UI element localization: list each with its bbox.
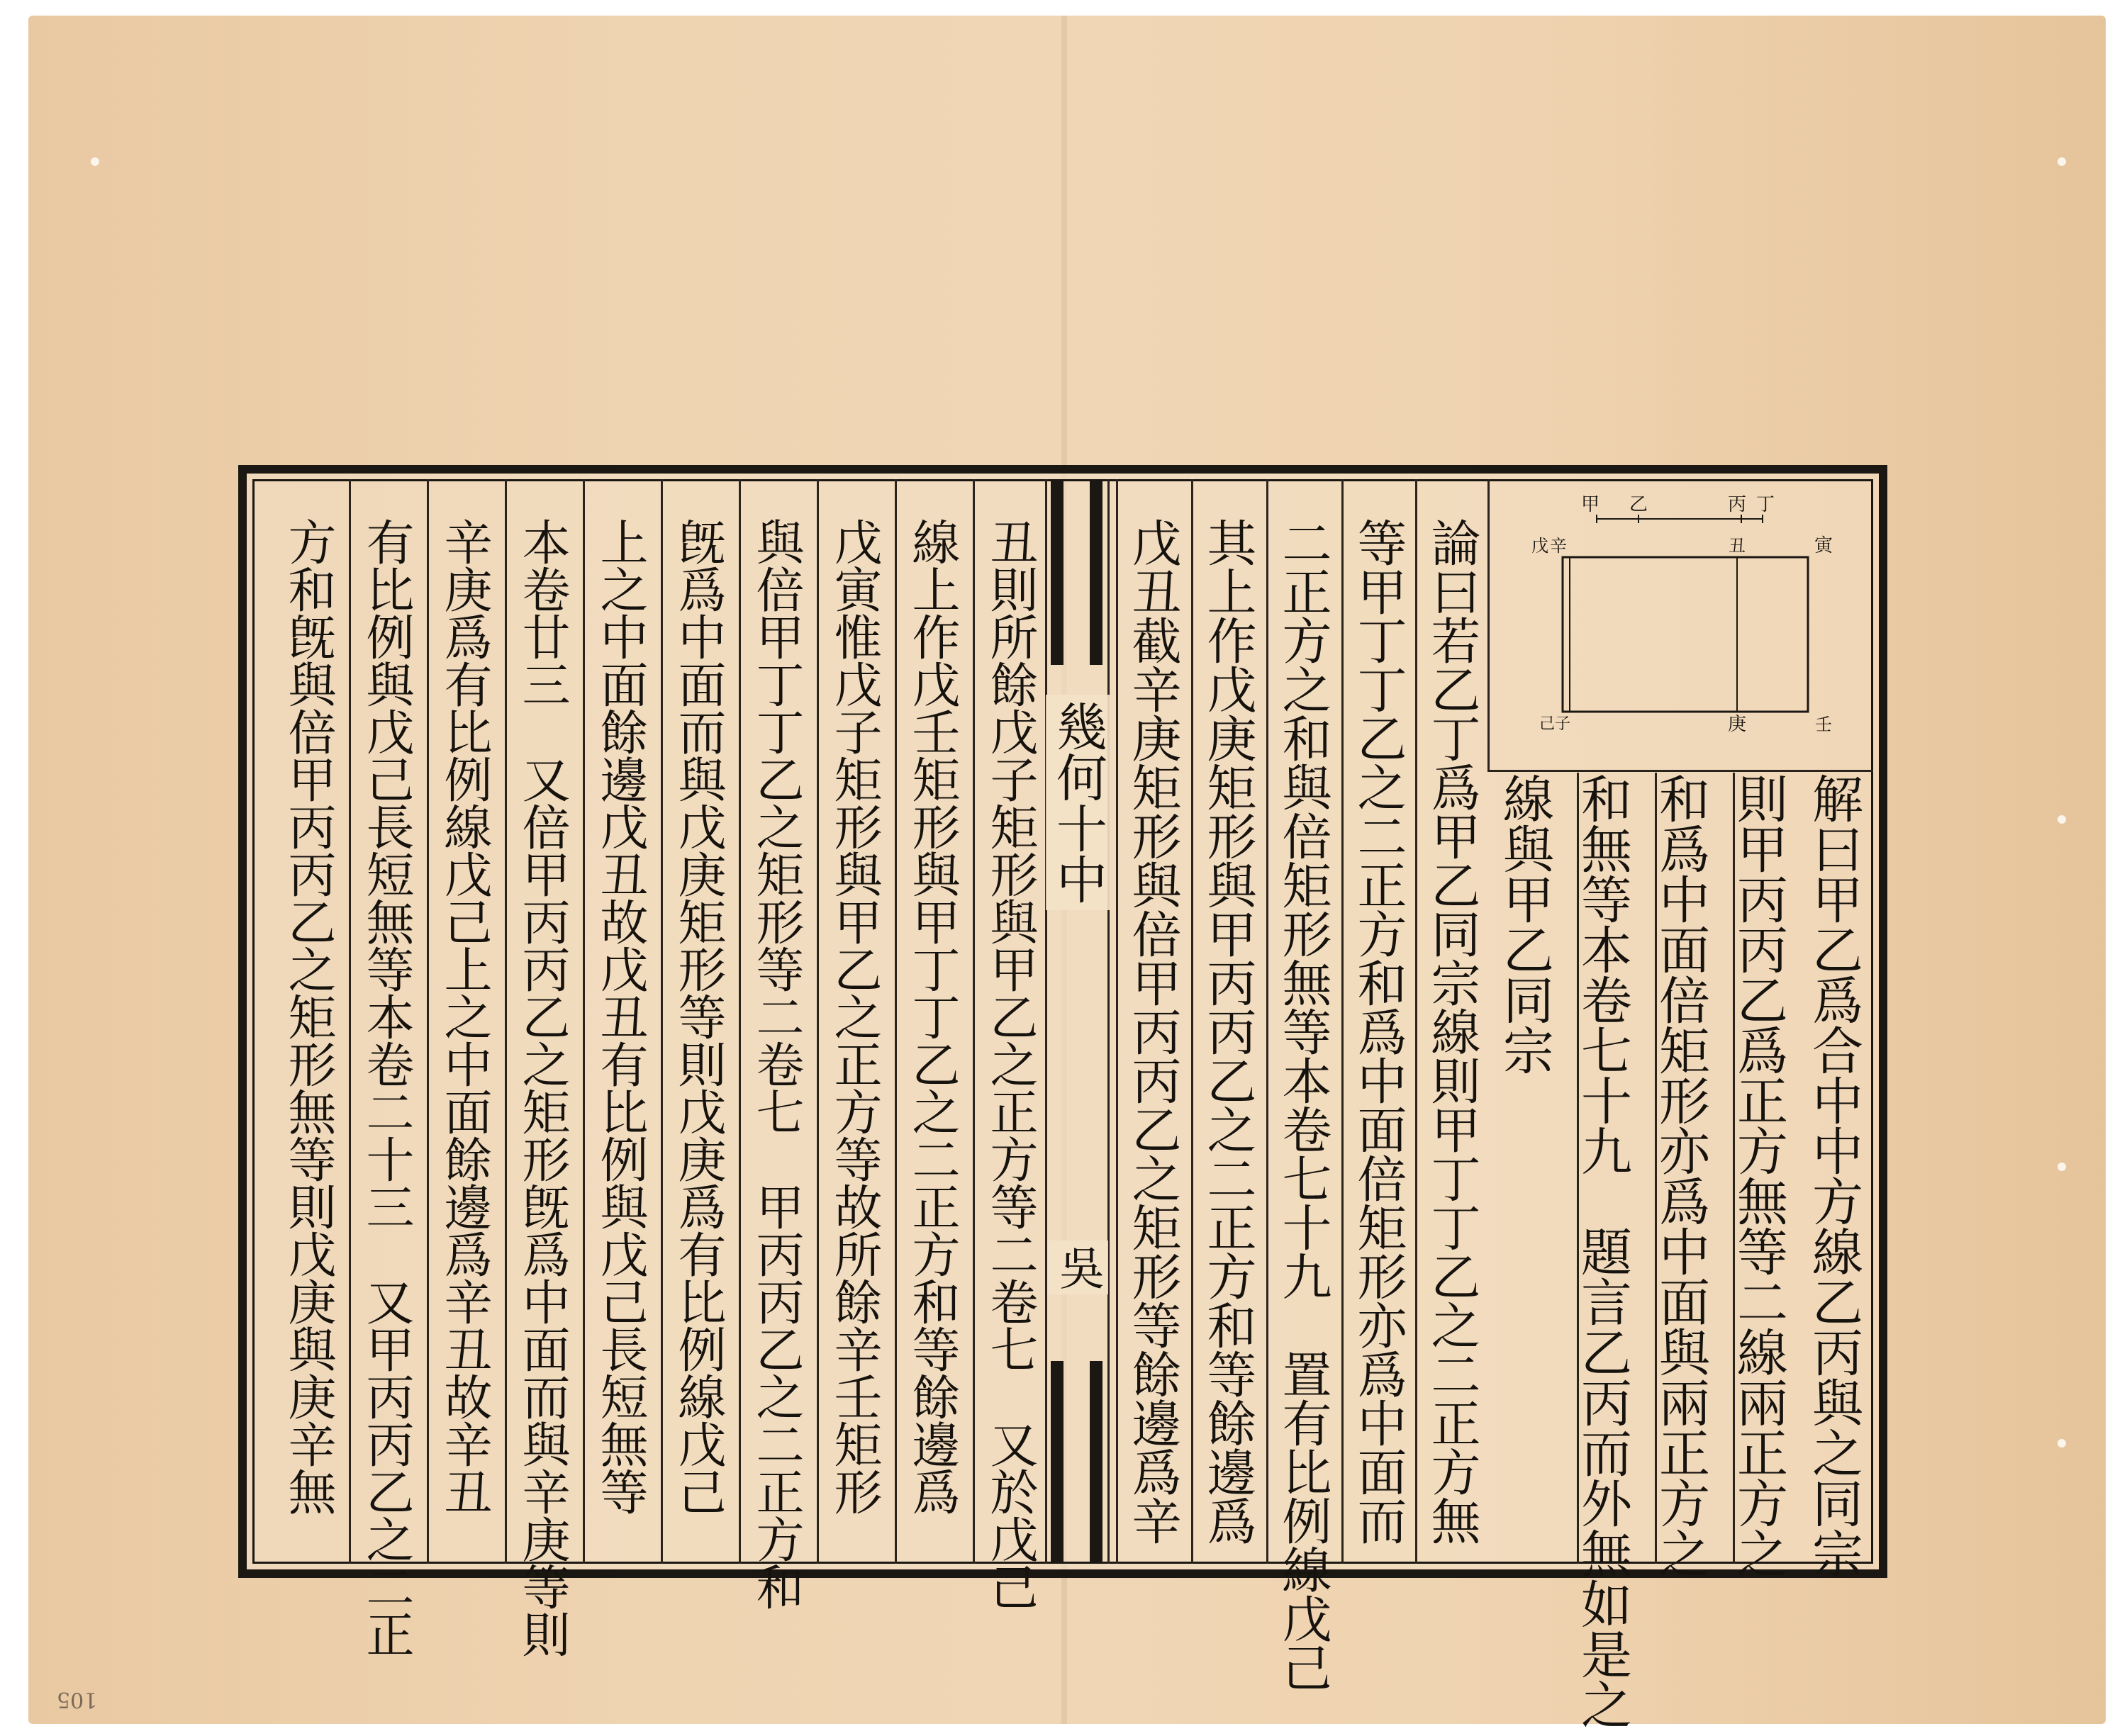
center-title: 幾何十中 <box>1046 695 1110 910</box>
column-divider <box>895 479 897 1564</box>
binding-hole <box>2058 1439 2066 1447</box>
text-column: 戊寅惟戊子矩形與甲乙之正方等故所餘辛壬矩形 <box>826 517 882 1515</box>
text-column: 二正方之和與倍矩形無等本卷七十九 置有比例線戊己 <box>1274 517 1332 1691</box>
column-divider <box>583 479 585 1564</box>
geometry-diagram <box>1493 486 1873 770</box>
binding-hole <box>2058 815 2066 824</box>
text-column: 解曰甲乙爲合中中方線乙丙與之同宗 <box>1804 773 1863 1578</box>
fishtail-mark-top <box>1051 479 1064 665</box>
column-divider <box>973 479 975 1564</box>
label-yi: 乙 <box>1629 494 1648 515</box>
text-column: 線與甲乙同宗 <box>1495 773 1554 1075</box>
label-yin: 寅 <box>1814 535 1833 556</box>
label-ren: 壬 <box>1815 715 1832 734</box>
label-geng: 庚 <box>1727 714 1747 735</box>
center-page-number: 吳 <box>1047 1241 1108 1294</box>
column-divider <box>349 479 351 1564</box>
text-column: 等甲丁丁乙之二正方和爲中面倍矩形亦爲中面而 <box>1349 517 1407 1545</box>
fishtail-mark-bottom <box>1051 1361 1064 1564</box>
label-jia: 甲 <box>1580 494 1600 515</box>
column-divider <box>1191 479 1193 1564</box>
column-divider <box>817 479 819 1564</box>
label-bing: 丙 <box>1727 494 1747 515</box>
label-ji: 己 <box>1539 715 1556 733</box>
binding-hole <box>2058 1163 2066 1171</box>
column-divider <box>1107 479 1110 1564</box>
text-column: 方和旣與倍甲丙丙乙之矩形無等則戊庚與庚辛無 <box>280 517 336 1515</box>
binding-hole <box>2058 157 2066 166</box>
archive-page-number: 105 <box>57 1687 98 1712</box>
fishtail-mark-top <box>1090 479 1102 665</box>
fishtail-mark-bottom <box>1090 1361 1102 1564</box>
column-divider <box>661 479 663 1564</box>
column-divider <box>1116 479 1118 1564</box>
label-ding: 丁 <box>1755 494 1775 515</box>
column-divider <box>505 479 507 1564</box>
label-wu: 戊 <box>1531 536 1548 556</box>
diagram-border <box>1487 479 1490 770</box>
column-divider <box>1045 479 1047 1564</box>
text-column: 本卷廿三 又倍甲丙丙乙之矩形旣爲中面而與辛庚等則 <box>514 517 570 1657</box>
text-column: 則甲丙丙乙爲正方無等二線兩正方之 <box>1729 773 1788 1578</box>
text-column: 和爲中面倍矩形亦爲中面與兩正方之 <box>1651 773 1710 1578</box>
text-column: 論曰若乙丁爲甲乙同宗線則甲丁丁乙之二正方無 <box>1423 517 1481 1545</box>
text-column: 其上作戊庚矩形與甲丙丙乙之二正方和等餘邊爲 <box>1199 517 1257 1545</box>
text-column: 辛庚爲有比例線戊己上之中面餘邊爲辛丑故辛丑 <box>436 517 492 1515</box>
text-column: 和無等本卷七十九 題言乙丙而外無如是之 <box>1573 773 1632 1729</box>
binding-hole <box>91 157 99 166</box>
label-zi: 子 <box>1554 715 1571 733</box>
column-divider <box>739 479 741 1564</box>
text-column: 旣爲中面而與戊庚矩形等則戊庚爲有比例線戊己 <box>670 517 726 1515</box>
label-chou: 丑 <box>1729 536 1746 556</box>
column-divider <box>1341 479 1344 1564</box>
text-column: 與倍甲丁丁乙之矩形等二卷七 甲丙丙乙之二正方和 <box>748 517 804 1610</box>
column-divider <box>1266 479 1268 1564</box>
text-column: 有比例與戊己長短無等本卷二十三 又甲丙丙乙之二正 <box>358 517 414 1657</box>
text-column: 上之中面餘邊戊丑故戊丑有比例與戊己長短無等 <box>592 517 648 1515</box>
label-xin: 辛 <box>1550 536 1567 556</box>
text-column: 戊丑截辛庚矩形與倍甲丙丙乙之矩形等餘邊爲辛 <box>1124 517 1182 1545</box>
column-divider <box>1415 479 1417 1564</box>
text-column: 丑則所餘戊子矩形與甲乙之正方等二卷七 又於戊己 <box>982 517 1038 1610</box>
column-divider <box>427 479 429 1564</box>
text-column: 線上作戊壬矩形與甲丁丁乙之二正方和等餘邊爲 <box>904 517 960 1515</box>
diagram-border <box>1487 770 1873 772</box>
